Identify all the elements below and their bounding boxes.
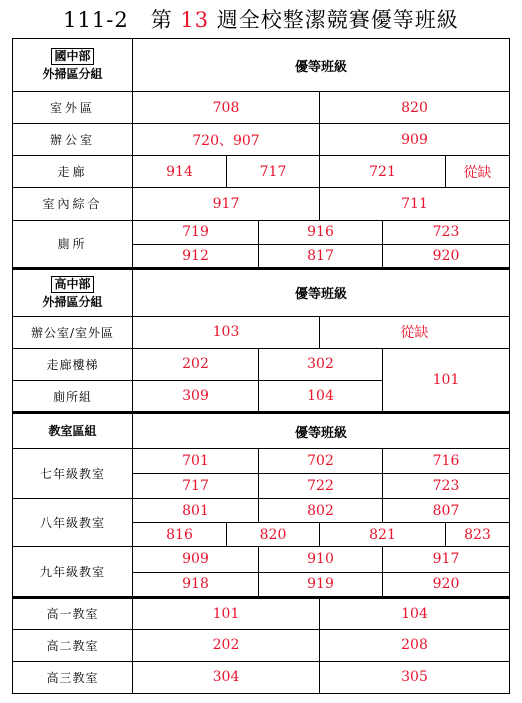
grade9-row-top bbox=[13, 547, 510, 572]
row-label: 九年級教室 bbox=[13, 547, 133, 597]
junior-header: 優等班級 bbox=[133, 39, 510, 92]
junior-badge: 國中部 bbox=[51, 48, 93, 65]
award-value: 910 bbox=[259, 547, 383, 572]
senior-header: 優等班級 bbox=[133, 268, 510, 316]
junior-header-row bbox=[13, 39, 510, 92]
high1-row bbox=[13, 597, 510, 629]
classroom-group-label: 教室區組 bbox=[13, 413, 133, 449]
junior-restroom-row-top bbox=[13, 220, 510, 244]
row-label: 走廊 bbox=[13, 156, 133, 188]
award-value: 103 bbox=[133, 316, 320, 348]
award-value: 從缺 bbox=[320, 316, 510, 348]
junior-row-outdoor bbox=[13, 92, 510, 124]
row-label: 八年級教室 bbox=[13, 499, 133, 547]
award-value: 807 bbox=[383, 499, 510, 523]
junior-row-corridor bbox=[13, 156, 510, 188]
row-label: 七年級教室 bbox=[13, 449, 133, 499]
award-value: 716 bbox=[383, 449, 510, 474]
award-value: 從缺 bbox=[446, 156, 510, 188]
week-number: 13 bbox=[180, 8, 210, 32]
row-label: 辦公室/室外區 bbox=[13, 316, 133, 348]
award-value: 919 bbox=[259, 572, 383, 597]
award-value: 208 bbox=[320, 629, 510, 661]
award-value: 918 bbox=[133, 572, 259, 597]
award-value: 802 bbox=[259, 499, 383, 523]
row-label: 室外區 bbox=[13, 92, 133, 124]
award-value: 920 bbox=[383, 572, 510, 597]
award-value: 722 bbox=[259, 474, 383, 499]
title-suffix: 週全校整潔競賽優等班級 bbox=[209, 8, 459, 32]
award-value: 104 bbox=[320, 597, 510, 629]
award-value: 717 bbox=[227, 156, 320, 188]
classroom-header-row bbox=[13, 413, 510, 449]
award-value: 305 bbox=[320, 661, 510, 693]
award-value: 723 bbox=[383, 474, 510, 499]
row-label: 廁所 bbox=[13, 220, 133, 268]
title-prefix: 111-2 第 bbox=[63, 8, 181, 32]
row-label: 辦公室 bbox=[13, 124, 133, 156]
row-label: 高三教室 bbox=[13, 661, 133, 693]
award-value: 914 bbox=[133, 156, 227, 188]
grade7-row-top bbox=[13, 449, 510, 474]
junior-group-cell bbox=[13, 39, 133, 92]
award-value: 711 bbox=[320, 188, 510, 220]
award-value: 202 bbox=[133, 629, 320, 661]
award-value: 816 bbox=[133, 523, 227, 547]
senior-row-corridor bbox=[13, 348, 510, 380]
senior-row-office bbox=[13, 316, 510, 348]
award-value: 909 bbox=[133, 547, 259, 572]
award-value: 917 bbox=[383, 547, 510, 572]
row-label: 廁所組 bbox=[13, 380, 133, 412]
senior-group-cell bbox=[13, 268, 133, 316]
junior-row-indoor bbox=[13, 188, 510, 220]
award-value: 801 bbox=[133, 499, 259, 523]
award-value: 302 bbox=[259, 348, 383, 380]
page-title bbox=[0, 4, 522, 34]
award-value: 309 bbox=[133, 380, 259, 412]
award-value-merged: 101 bbox=[383, 348, 510, 412]
award-value: 916 bbox=[259, 220, 383, 244]
award-value: 820 bbox=[227, 523, 320, 547]
senior-badge: 高中部 bbox=[51, 276, 93, 293]
award-value: 917 bbox=[133, 188, 320, 220]
award-value: 101 bbox=[133, 597, 320, 629]
row-label: 走廊樓梯 bbox=[13, 348, 133, 380]
grade8-row-top bbox=[13, 499, 510, 523]
row-label: 高一教室 bbox=[13, 597, 133, 629]
high2-row bbox=[13, 629, 510, 661]
award-value: 823 bbox=[446, 523, 510, 547]
award-value: 817 bbox=[259, 244, 383, 268]
award-table bbox=[12, 38, 510, 694]
award-value: 202 bbox=[133, 348, 259, 380]
junior-group-label: 外掃區分組 bbox=[42, 67, 103, 82]
award-value: 708 bbox=[133, 92, 320, 124]
award-value: 723 bbox=[383, 220, 510, 244]
award-value: 920 bbox=[383, 244, 510, 268]
award-value: 721 bbox=[320, 156, 446, 188]
high3-row bbox=[13, 661, 510, 693]
award-value: 719 bbox=[133, 220, 259, 244]
award-value: 912 bbox=[133, 244, 259, 268]
award-value: 820 bbox=[320, 92, 510, 124]
award-value: 909 bbox=[320, 124, 510, 156]
award-value: 717 bbox=[133, 474, 259, 499]
award-value: 702 bbox=[259, 449, 383, 474]
award-value: 720、907 bbox=[133, 124, 320, 156]
junior-row-office bbox=[13, 124, 510, 156]
classroom-header: 優等班級 bbox=[133, 413, 510, 449]
row-label: 高二教室 bbox=[13, 629, 133, 661]
award-value: 821 bbox=[320, 523, 446, 547]
senior-header-row bbox=[13, 268, 510, 316]
senior-group-label: 外掃區分組 bbox=[42, 294, 103, 309]
award-value: 304 bbox=[133, 661, 320, 693]
row-label: 室內綜合 bbox=[13, 188, 133, 220]
award-value: 104 bbox=[259, 380, 383, 412]
award-value: 701 bbox=[133, 449, 259, 474]
